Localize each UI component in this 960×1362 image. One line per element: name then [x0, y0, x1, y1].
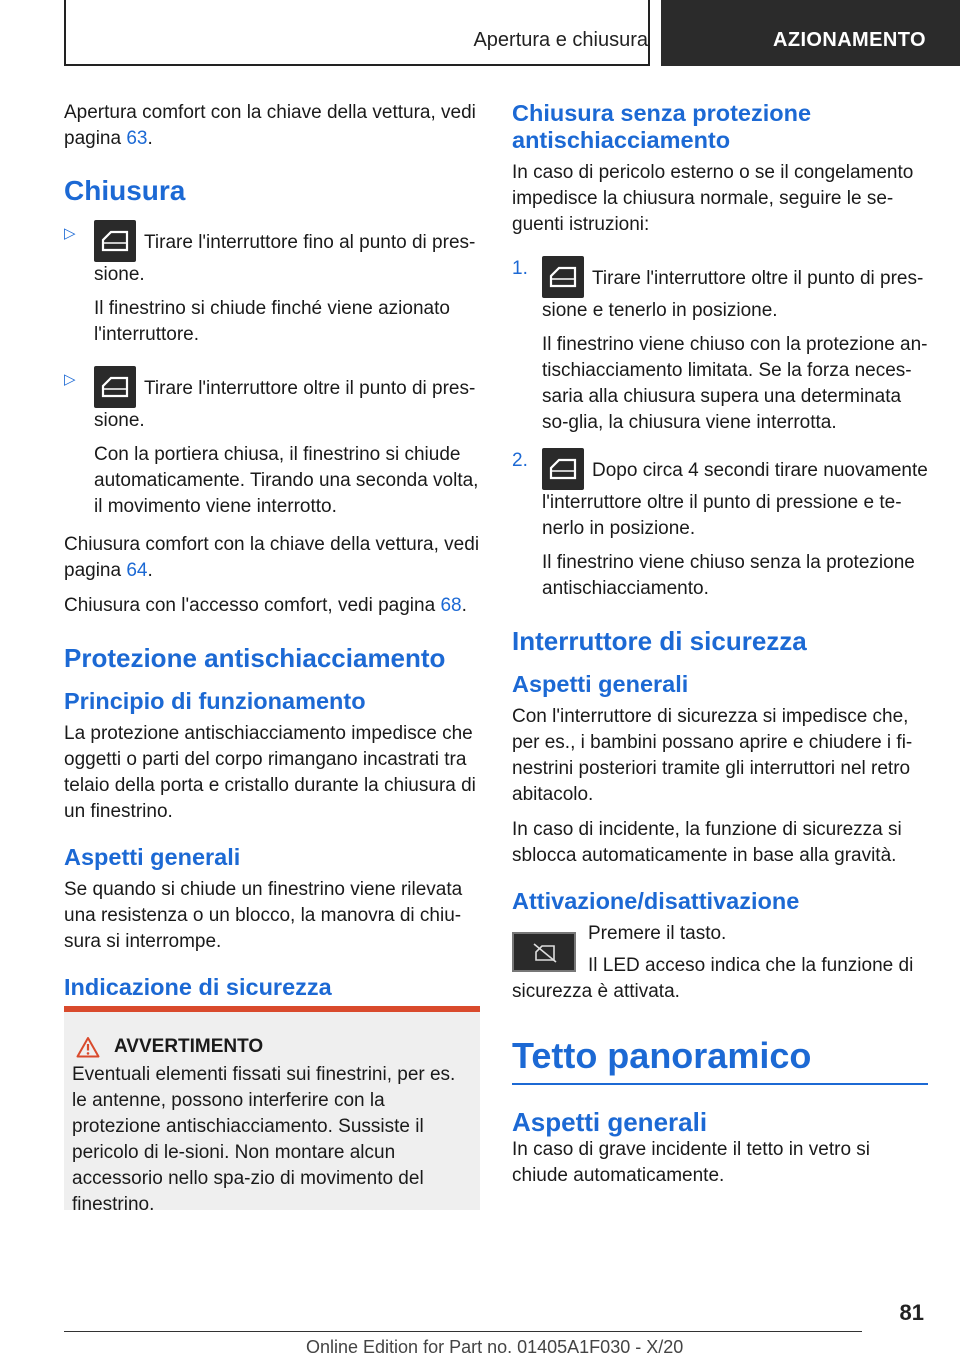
no-pinch-intro: In caso di pericolo esterno o se il congelamento impedisce la chiusura normale, seguire le se-guenti istruzioni: — [512, 162, 914, 235]
safety-switch-heading: Interruttore di sicurezza — [512, 626, 807, 656]
warning-text: Eventuali elementi fissati sui finestrini, per es. le antenne, possono interferire con la protezione antischiacciamento. Sussiste il pericolo di le-sioni. Non montare alcun accessorio nello spa-zio di movimento del finestrino. — [72, 1064, 456, 1215]
principle-text: La protezione antischiacciamento impedisce che oggetti o parti del corpo rimangano incastrati tra telaio della porta e cristallo durante la chiusura di un finestrino. — [64, 723, 476, 822]
step-2-note: Il finestrino viene chiuso senza la protezione antischiacciamento. — [542, 552, 915, 599]
ss-general-text-2: In caso di incidente, la funzione di sicurezza si sblocca automaticamente in base alla gravità. — [512, 819, 902, 866]
comfort-key-paragraph: Chiusura comfort con la chiave della vettura, vedi pagina 64. — [64, 534, 480, 581]
warning-triangle-icon — [76, 1036, 100, 1058]
principle-heading: Principio di funzionamento — [64, 688, 366, 714]
window-switch-icon — [542, 448, 584, 490]
bullet-triangle-icon: ▷ — [64, 371, 76, 388]
footer-rule — [64, 1331, 862, 1332]
general-text: Se quando si chiude un finestrino viene rilevata una resistenza o un blocco, la manovra di chiu-sura si interrompe. — [64, 879, 463, 952]
closing-item-2-text: Tirare l'interruttore oltre il punto di pres-sione. — [94, 378, 476, 431]
pinch-protection-heading: Protezione antischiacciamento — [64, 643, 446, 673]
window-switch-icon — [94, 220, 136, 262]
activation-heading: Attivazione/disattivazione — [512, 888, 800, 914]
header-section-title: Apertura e chiusura — [473, 29, 648, 51]
roof-text: In caso di grave incidente il tetto in vetro si chiude automaticamente. — [512, 1138, 871, 1186]
no-pinch-heading: Chiusura senza protezione antischiacciamento — [512, 100, 812, 153]
step-1-text: Tirare l'interruttore oltre il punto di pres-sione e tenerlo in posizione. — [542, 268, 924, 321]
closing-item-1-note: Il finestrino si chiude finché viene azionato l'interruttore. — [94, 298, 450, 345]
warning-title: AVVERTIMENTO — [72, 1036, 472, 1058]
ss-general-heading: Aspetti generali — [512, 671, 689, 697]
step-2 — [512, 448, 928, 602]
step-1-number: 1. — [512, 258, 528, 279]
window-switch-icon — [542, 256, 584, 298]
right-column — [512, 100, 928, 1198]
general-heading: Aspetti generali — [64, 844, 241, 870]
page-number: 81 — [899, 1300, 924, 1325]
step-2-number: 2. — [512, 450, 528, 471]
closing-item-2 — [64, 366, 480, 520]
footer-edition-text: Online Edition for Part no. 01405A1F030 - X/20 — [306, 1337, 684, 1357]
page-link-64[interactable]: 64 — [126, 560, 148, 581]
closing-item-2-note: Con la portiera chiusa, il finestrino si chiude automaticamente. Tirando una seconda volta, il movimento viene interrotto. — [94, 444, 479, 517]
page-link-63[interactable]: 63 — [126, 128, 148, 149]
activation-line-1: Premere il tasto. — [588, 923, 727, 944]
page-link-68[interactable]: 68 — [440, 595, 462, 616]
heading-rule — [512, 1083, 928, 1085]
window-switch-icon — [94, 366, 136, 408]
roof-general-heading: Aspetti generali — [512, 1106, 708, 1137]
closing-heading: Chiusura — [64, 175, 186, 206]
intro-paragraph: Apertura comfort con la chiave della vettura, vedi pagina 63. — [64, 102, 476, 149]
safety-note-heading: Indicazione di sicurezza — [64, 974, 332, 1000]
comfort-access-paragraph: Chiusura con l'accesso comfort, vedi pagina 68. — [64, 595, 467, 616]
header-chapter-tab: AZIONAMENTO — [661, 0, 960, 66]
panoramic-roof-heading: Tetto panoramico — [512, 1035, 812, 1076]
activation-line-2: Il LED acceso indica che la funzione di sicurezza è attivata. — [512, 955, 914, 1002]
closing-item-1 — [64, 220, 480, 348]
step-1-note: Il finestrino viene chiuso con la protezione an-tischiacciamento limitata. Se la forza neces-saria alla chiusura supera una determinata so-glia, la chiusura viene interrotta. — [542, 334, 928, 433]
ss-general-text-1: Con l'interruttore di sicurezza si impedisce che, per es., i bambini possano aprire e chiudere i fi-nestrini posteriori tramite gli interruttori nel retro abitacolo. — [512, 706, 913, 805]
step-1 — [512, 256, 928, 436]
bullet-triangle-icon: ▷ — [64, 225, 76, 242]
child-lock-button-icon — [512, 932, 576, 972]
step-2-text: Dopo circa 4 secondi tirare nuovamente l'interruttore oltre il punto di pressione e te-nerlo in posizione. — [542, 460, 928, 539]
closing-item-1-text: Tirare l'interruttore fino al punto di pres-sione. — [94, 232, 476, 285]
left-column — [64, 100, 480, 1007]
warning-box — [64, 1006, 480, 1215]
